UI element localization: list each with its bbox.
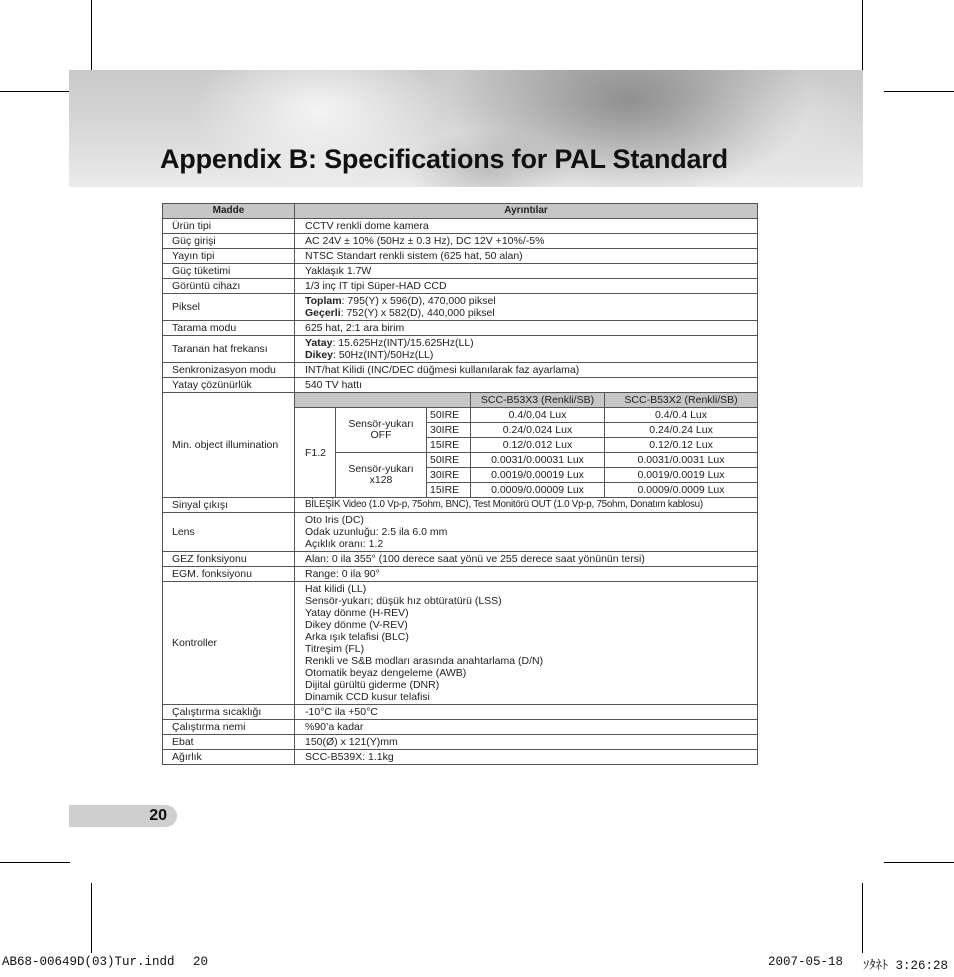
table-row	[163, 705, 758, 720]
row-label: Görüntü cihazı	[163, 279, 295, 294]
row-value: 625 hat, 2:1 ara birim	[295, 321, 758, 336]
lux-value: 0.0009/0.00009 Lux	[471, 483, 605, 498]
crop-mark	[884, 91, 954, 92]
table-row-piksel	[163, 294, 758, 321]
crop-mark	[91, 883, 92, 953]
table-row	[163, 234, 758, 249]
lux-value: 0.0031/0.00031 Lux	[471, 453, 605, 468]
lux-value: 0.24/0.024 Lux	[471, 423, 605, 438]
toplam-value: : 795(Y) x 596(D), 470,000 piksel	[341, 295, 496, 307]
ire-level: 50IRE	[427, 408, 471, 423]
row-value: 150(Ø) x 121(Y)mm	[295, 735, 758, 750]
lux-value: 0.0019/0.0019 Lux	[605, 468, 758, 483]
row-label: Ebat	[163, 735, 295, 750]
page-number-badge	[69, 805, 177, 827]
illumination-label: Min. object illumination	[163, 393, 295, 498]
row-label: Yatay çözünürlük	[163, 378, 295, 393]
row-label: Güç tüketimi	[163, 264, 295, 279]
row-label: Senkronizasyon modu	[163, 363, 295, 378]
row-value: 540 TV hattı	[295, 378, 758, 393]
ire-level: 30IRE	[427, 468, 471, 483]
ire-level: 30IRE	[427, 423, 471, 438]
f-stop: F1.2	[295, 408, 336, 498]
table-row	[163, 219, 758, 234]
header-details: Ayrıntılar	[295, 204, 758, 219]
control-line: Arka ışık telafisi (BLC)	[305, 631, 409, 643]
row-label: Ağırlık	[163, 750, 295, 765]
model-header-1: SCC-B53X3 (Renkli/SB)	[471, 393, 605, 408]
row-value	[295, 582, 758, 705]
row-value: AC 24V ± 10% (50Hz ± 0.3 Hz), DC 12V +10%/-5%	[295, 234, 758, 249]
row-label: Taranan hat frekansı	[163, 336, 295, 363]
crop-mark	[862, 883, 863, 953]
row-value: Range: 0 ila 90°	[295, 567, 758, 582]
crop-mark	[0, 91, 70, 92]
row-value: CCTV renkli dome kamera	[295, 219, 758, 234]
row-label: EGM. fonksiyonu	[163, 567, 295, 582]
yatay-value: : 15.625Hz(INT)/15.625Hz(LL)	[332, 337, 474, 349]
table-row	[163, 378, 758, 393]
row-value: Yaklaşık 1.7W	[295, 264, 758, 279]
toplam-label: Toplam	[305, 295, 342, 307]
row-value: SCC-B539X: 1.1kg	[295, 750, 758, 765]
crop-mark	[91, 0, 92, 70]
control-line: Dikey dönme (V-REV)	[305, 619, 408, 631]
crop-mark	[0, 862, 70, 863]
row-value: Alan: 0 ila 355° (100 derece saat yönü ve 255 derece saat yönünün tersi)	[295, 552, 758, 567]
control-line: Dinamik CCD kusur telafisi	[305, 691, 430, 703]
yatay-label: Yatay	[305, 337, 333, 349]
table-row	[163, 720, 758, 735]
illumination-header-row	[163, 393, 758, 408]
row-label: Yayın tipi	[163, 249, 295, 264]
control-line: Renkli ve S&B modları arasında anahtarlama (D/N)	[305, 655, 544, 667]
lux-value: 0.0019/0.00019 Lux	[471, 468, 605, 483]
dikey-label: Dikey	[305, 349, 334, 361]
control-line: Sensör-yukarı; düşük hız obtüratürü (LSS)	[305, 595, 502, 607]
gecerli-value: : 752(Y) x 582(D), 440,000 piksel	[340, 307, 495, 319]
row-label: Güç girişi	[163, 234, 295, 249]
row-label: Çalıştırma nemi	[163, 720, 295, 735]
table-row	[163, 321, 758, 336]
table-row	[163, 363, 758, 378]
table-row-frekans	[163, 336, 758, 363]
control-line: Yatay dönme (H-REV)	[305, 607, 409, 619]
table-row-kontroller	[163, 582, 758, 705]
row-value	[295, 294, 758, 321]
page-number: 20	[149, 807, 167, 824]
lux-value: 0.0031/0.0031 Lux	[605, 453, 758, 468]
row-value: %90’a kadar	[295, 720, 758, 735]
specifications-table	[162, 203, 758, 765]
lux-value: 0.12/0.12 Lux	[605, 438, 758, 453]
lux-value: 0.4/0.04 Lux	[471, 408, 605, 423]
gecerli-label: Geçerli	[305, 307, 341, 319]
row-label: Sinyal çıkışı	[163, 498, 295, 513]
row-value: INT/hat Kilidi (INC/DEC düğmesi kullanılarak faz ayarlama)	[295, 363, 758, 378]
header-banner	[69, 70, 863, 187]
row-label: Lens	[163, 513, 295, 552]
sensor-mode: Sensör-yukarı OFF	[336, 408, 427, 453]
model-header-2: SCC-B53X2 (Renkli/SB)	[605, 393, 758, 408]
row-value: 1/3 inç IT tipi Süper-HAD CCD	[295, 279, 758, 294]
control-line: Otomatik beyaz dengeleme (AWB)	[305, 667, 467, 679]
control-line: Titreşim (FL)	[305, 643, 365, 655]
lens-line: Odak uzunluğu: 2.5 ila 6.0 mm	[305, 526, 448, 538]
row-value	[295, 513, 758, 552]
row-value	[295, 336, 758, 363]
row-label: Çalıştırma sıcaklığı	[163, 705, 295, 720]
row-value: BİLEŞİK Video (1.0 Vp-p, 75ohm, BNC), Test Monitörü OUT (1.0 Vp-p, 75ohm, Donatım kablosu)	[295, 498, 758, 513]
row-value: -10°C ila +50°C	[295, 705, 758, 720]
table-row	[163, 264, 758, 279]
control-line: Dijital gürültü giderme (DNR)	[305, 679, 440, 691]
lens-line: Açıklık oranı: 1.2	[305, 538, 384, 550]
row-label: GEZ fonksiyonu	[163, 552, 295, 567]
footer-file: AB68-00649D(03)Tur.indd	[2, 955, 175, 969]
table-row	[163, 750, 758, 765]
footer-page: 20	[193, 955, 209, 969]
table-row	[163, 279, 758, 294]
footer-date: 2007-05-18	[768, 955, 844, 969]
table-row	[163, 552, 758, 567]
table-row-lens	[163, 513, 758, 552]
ire-level: 50IRE	[427, 453, 471, 468]
ire-level: 15IRE	[427, 438, 471, 453]
lux-value: 0.0009/0.0009 Lux	[605, 483, 758, 498]
illumination-blank-header	[295, 393, 471, 408]
table-row	[163, 567, 758, 582]
crop-mark	[862, 0, 863, 70]
header-item: Madde	[163, 204, 295, 219]
row-label: Piksel	[163, 294, 295, 321]
footer-time: ｿﾀﾈﾄ 3:26:28	[863, 959, 949, 973]
lux-value: 0.12/0.012 Lux	[471, 438, 605, 453]
row-label: Tarama modu	[163, 321, 295, 336]
sensor-mode: Sensör-yukarı x128	[336, 453, 427, 498]
lux-value: 0.24/0.24 Lux	[605, 423, 758, 438]
dikey-value: : 50Hz(INT)/50Hz(LL)	[333, 349, 434, 361]
lux-value: 0.4/0.4 Lux	[605, 408, 758, 423]
page-title: Appendix B: Specifications for PAL Standard	[160, 144, 728, 174]
table-row	[163, 498, 758, 513]
lens-line: Oto Iris (DC)	[305, 514, 364, 526]
row-value: NTSC Standart renkli sistem (625 hat, 50 alan)	[295, 249, 758, 264]
row-label: Kontroller	[163, 582, 295, 705]
ire-level: 15IRE	[427, 483, 471, 498]
control-line: Hat kilidi (LL)	[305, 583, 367, 595]
crop-mark	[884, 862, 954, 863]
table-row	[163, 249, 758, 264]
row-label: Ürün tipi	[163, 219, 295, 234]
table-header-row	[163, 204, 758, 219]
table-row	[163, 735, 758, 750]
